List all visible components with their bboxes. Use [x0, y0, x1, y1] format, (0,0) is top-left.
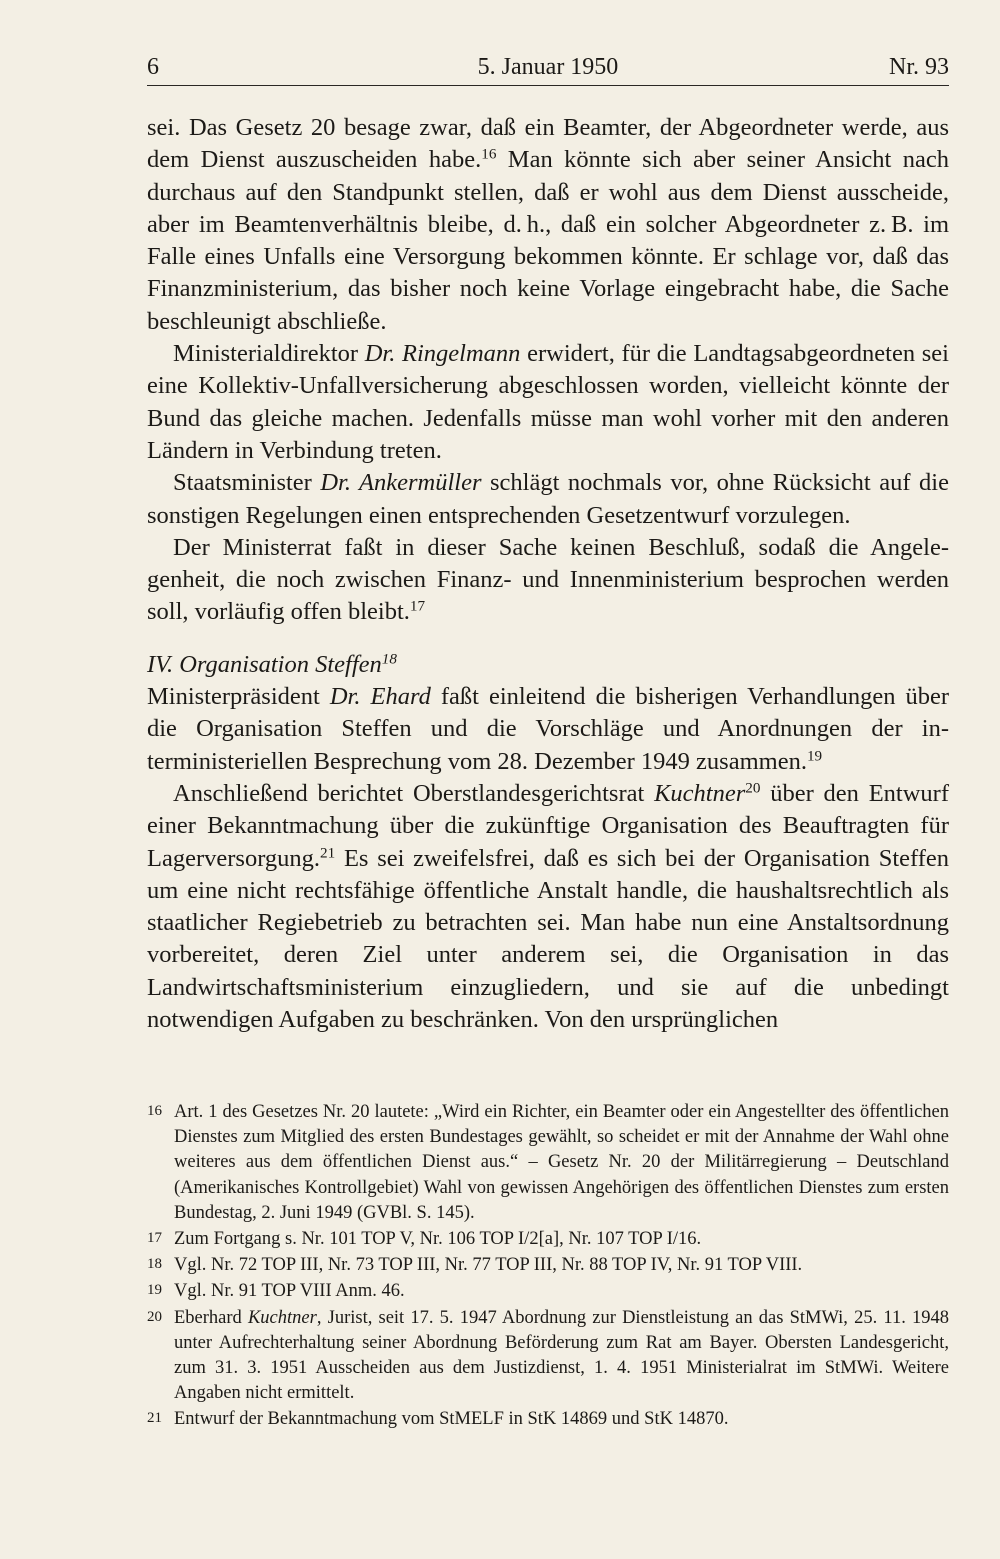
text-run: Eberhard: [174, 1307, 248, 1328]
text-run: , Jurist, seit 17. 5. 1947 Abordnung zur Dienstleistung an das StMWi, 25. 11. 1948 unter Aufrechterhaltung seiner Abordnung Beförderung zum Rat am Bayer. Obersten Landesgericht, zum 31. 3. 1951 Ausscheiden aus dem Justizdienst, 1. 4. 1951 Ministerialrat im StMWi. Weitere Angaben nicht ermittelt.: [174, 1307, 949, 1404]
paragraph: [147, 778, 949, 1036]
footnote: [147, 1279, 949, 1304]
text-run: Ministerpräsident: [147, 683, 330, 711]
paragraph: [147, 338, 949, 467]
body-text: [147, 112, 949, 1036]
footnote-ref: 18: [381, 650, 397, 668]
paragraph: [147, 681, 949, 778]
text-run: sei. Das Gesetz 20 besage zwar, daß ein Beamter, der Abgeordneter werde, aus dem Dienst auszuscheiden habe.: [147, 114, 949, 174]
page-header: [147, 52, 949, 88]
footnotes: [147, 1100, 949, 1434]
footnote-ref: 21: [320, 844, 336, 862]
text-run: Art. 1 des Gesetzes Nr. 20 lautete: „Wird ein Richter, ein Beamter oder ein Angestellter des öffentlichen Dienstes zum Mitglied des ersten Bundestages gewählt, so scheidet er mit der Annahme der Wahl ohne weiteres aus dem öffentlichen Dienst aus.“ – Gesetz Nr. 20 der Militärregierung – Deutschland (Amerikanisches Kontrollgebiet) Wahl von gewissen Angehörigen des öffentlichen Dienstes zum ersten Bundestag, 2. Juni 1949 (GVBl. S. 145).: [174, 1102, 949, 1223]
footnote-number: 20: [147, 1308, 162, 1325]
footnote-number: 17: [147, 1230, 162, 1247]
footnote-ref: 16: [481, 145, 497, 163]
header-rule: [147, 85, 949, 86]
footnote-ref: 17: [409, 598, 426, 616]
paragraph: [147, 112, 949, 338]
text-run: schlägt nochmals vor, ohne Rücksicht auf die sonstigen Regelungen einen entsprechenden Gesetzentwurf vorzulegen.: [147, 469, 949, 529]
italic-text: Dr. Ringelmann: [364, 340, 521, 368]
footnote: [147, 1306, 949, 1407]
issue-number: Nr. 93: [889, 54, 949, 80]
footnote-number: 16: [147, 1103, 162, 1119]
footnote-number: 18: [147, 1256, 162, 1273]
paragraph: [147, 467, 949, 532]
footnote: [147, 1100, 949, 1226]
italic-text: Dr. Ehard: [329, 683, 431, 711]
page-number: 6: [147, 54, 159, 80]
header-date: 5. Januar 1950: [477, 54, 619, 80]
text-run: Man könnte sich aber seiner Ansicht nach durchaus auf den Standpunkt stellen, daß er wohl aus dem Dienst ausscheide, aber im Beamtenverhältnis bleibe, d. h., daß ein solcher Abgeordneter z. B. im Falle eines Unfalls eine Versorgung bekommen könnte. Er schlage vor, daß das Finanzministerium, das bisher noch keine Vorlage eingebracht habe, die Sache beschleunigt abschließe.: [147, 146, 949, 335]
footnote-number: 19: [147, 1282, 162, 1299]
footnote: [147, 1227, 949, 1252]
italic-text: Kuchtner: [247, 1307, 317, 1328]
text-run: Ministerialdirektor: [173, 340, 365, 368]
text-run: Es sei zweifelsfrei, daß es sich bei der Organisation Steffen um eine nicht rechtsfähige öffentliche Anstalt handle, die haushaltsrechtlich als staatlicher Regiebetrieb zu betrachten sei. Man habe nun eine Anstaltsordnung vorbereitet, deren Ziel unter anderem sei, die Organisation in das Landwirtschaftsministerium einzugliedern, und sie auf die unbedingt notwendigen Aufgaben zu beschränken. Von den ursprünglichen: [147, 844, 949, 1034]
text-run: Vgl. Nr. 91 TOP VIII Anm. 46.: [174, 1281, 405, 1302]
text-run: Vgl. Nr. 72 TOP III, Nr. 73 TOP III, Nr. 77 TOP III, Nr. 88 TOP IV, Nr. 91 TOP VIII.: [174, 1255, 803, 1276]
italic-text: Dr. Ankermüller: [320, 469, 482, 497]
text-run: Der Ministerrat faßt in dieser Sache keinen Beschluß, sodaß die Angelegenheit, die noch zwischen Finanz- und Innenministerium besprochen werden soll, vorläufig offen bleibt.: [147, 533, 949, 626]
italic-text: IV. Organisation Steffen: [147, 650, 382, 678]
italic-text: Kuchtner: [654, 779, 746, 807]
footnote-ref: 20: [745, 779, 761, 797]
footnote-ref: 19: [806, 747, 823, 765]
footnote-number: 21: [147, 1410, 162, 1427]
footnote: [147, 1253, 949, 1278]
section-heading: [147, 649, 949, 681]
text-run: faßt einleitend die bisherigen Verhandlungen über die Organisation Steffen und die Vorschläge und Anordnungen der interministeriellen Besprechung vom 28. Dezember 1949 zusammen.: [147, 683, 949, 775]
text-run: Entwurf der Bekanntmachung vom StMELF in StK 14869 und StK 14870.: [174, 1409, 729, 1430]
text-run: Zum Fortgang s. Nr. 101 TOP V, Nr. 106 TOP I/2[a], Nr. 107 TOP I/16.: [174, 1229, 702, 1250]
text-run: erwidert, für die Landtagsabgeordneten sei eine Kollektiv-Unfallversicherung abgeschlossen worden, vielleicht könnte der Bund das gleiche machen. Jedenfalls müsse man wohl vorher mit den anderen Ländern in Verbindung treten.: [147, 340, 949, 464]
text-run: über den Entwurf einer Bekanntmachung über die zukünftige Organisation des Beauftragten für Lagerversorgung.: [147, 779, 949, 872]
paragraph: [147, 532, 949, 629]
footnote: [147, 1407, 949, 1432]
text-run: Staatsminister: [173, 469, 321, 497]
text-run: Anschließend berichtet Oberstlandesgerichtsrat: [173, 779, 655, 807]
